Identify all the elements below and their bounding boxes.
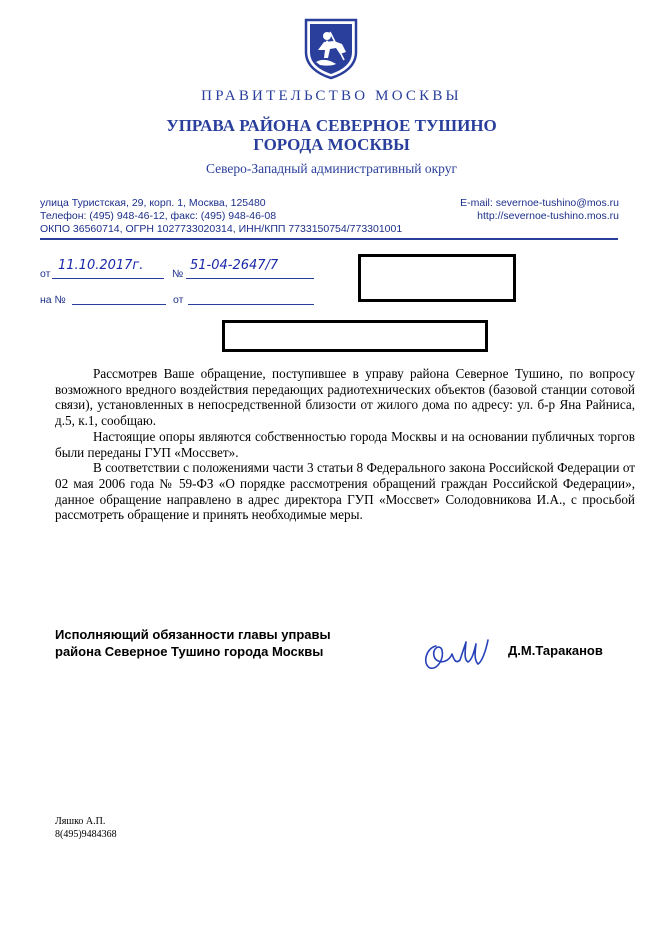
redacted-recipient-box xyxy=(358,254,516,302)
signatory-title-line2: района Северное Тушино города Москвы xyxy=(55,644,324,659)
organization-name-line2: ГОРОДА МОСКВЫ xyxy=(253,135,410,154)
registration-codes: ОКПО 36560714, ОГРН 1027733020314, ИНН/КПП 7733150754/773301001 xyxy=(40,223,403,235)
moscow-coat-of-arms-icon xyxy=(300,14,362,80)
executor-phone: 8(495)9484368 xyxy=(55,829,117,840)
outgoing-date-value: 11.10.2017г. xyxy=(58,258,144,273)
outgoing-number-value: 51-04-2647/7 xyxy=(190,258,279,273)
outgoing-date-line xyxy=(52,278,164,279)
contact-block-left xyxy=(40,197,402,236)
okrug-name: Северо-Западный административный округ xyxy=(205,161,458,176)
reference-date-line xyxy=(188,304,314,305)
body-paragraph-3: В соответствии с положениями части 3 статьи 8 Федерального закона Российской Федерации от 02 мая 2006 года № 59-ФЗ «О порядке рассмотрения обращений граждан Российской Федерации», данное обращение направлено в адрес директора ГУП «Моссвет» Солодовникова И.А., с просьбой рассмотреть обращение и принять необходимые меры. xyxy=(55,460,635,523)
address: улица Туристская, 29, корп. 1, Москва, 125480 xyxy=(40,197,266,209)
body-paragraph-1: Рассмотрев Ваше обращение, поступившее в управу района Северное Тушино, по вопросу возможного вредного воздействия передающих радиотехнических объектов (базовой станции сотовой связи), установленных в непосредственной близости от жилого дома по адресу: ул. б-р Яна Райниса, д.5, к.1, сообщаю. xyxy=(55,366,635,429)
outgoing-date-label: от xyxy=(40,268,51,280)
letter-body xyxy=(55,366,635,523)
reference-date-label: от xyxy=(173,294,184,306)
signatory-name: Д.М.Тараканов xyxy=(508,643,603,658)
reference-number-label: на № xyxy=(40,294,66,306)
redacted-salutation-box xyxy=(222,320,488,352)
contact-block-right xyxy=(460,197,619,223)
organization-name-line1: УПРАВА РАЙОНА СЕВЕРНОЕ ТУШИНО xyxy=(166,116,497,135)
email: E-mail: severnoe-tushino@mos.ru xyxy=(460,197,619,209)
signatory-title xyxy=(55,626,331,660)
header-divider xyxy=(40,238,618,240)
reference-number-line xyxy=(72,304,166,305)
handwritten-signature xyxy=(418,630,496,674)
website: http://severnoe-tushino.mos.ru xyxy=(477,210,619,222)
signatory-title-line1: Исполняющий обязанности главы управы xyxy=(55,627,331,642)
executor-name: Ляшко А.П. xyxy=(55,816,106,827)
body-paragraph-2: Настоящие опоры являются собственностью города Москвы и на основании публичных торгов были переданы ГУП «Моссвет». xyxy=(55,428,635,460)
outgoing-number-label: № xyxy=(172,268,184,280)
outgoing-number-line xyxy=(186,278,314,279)
executor-block xyxy=(55,815,117,841)
government-title: ПРАВИТЕЛЬСТВО МОСКВЫ xyxy=(201,88,462,104)
phone: Телефон: (495) 948-46-12, факс: (495) 948-46-08 xyxy=(40,210,277,222)
